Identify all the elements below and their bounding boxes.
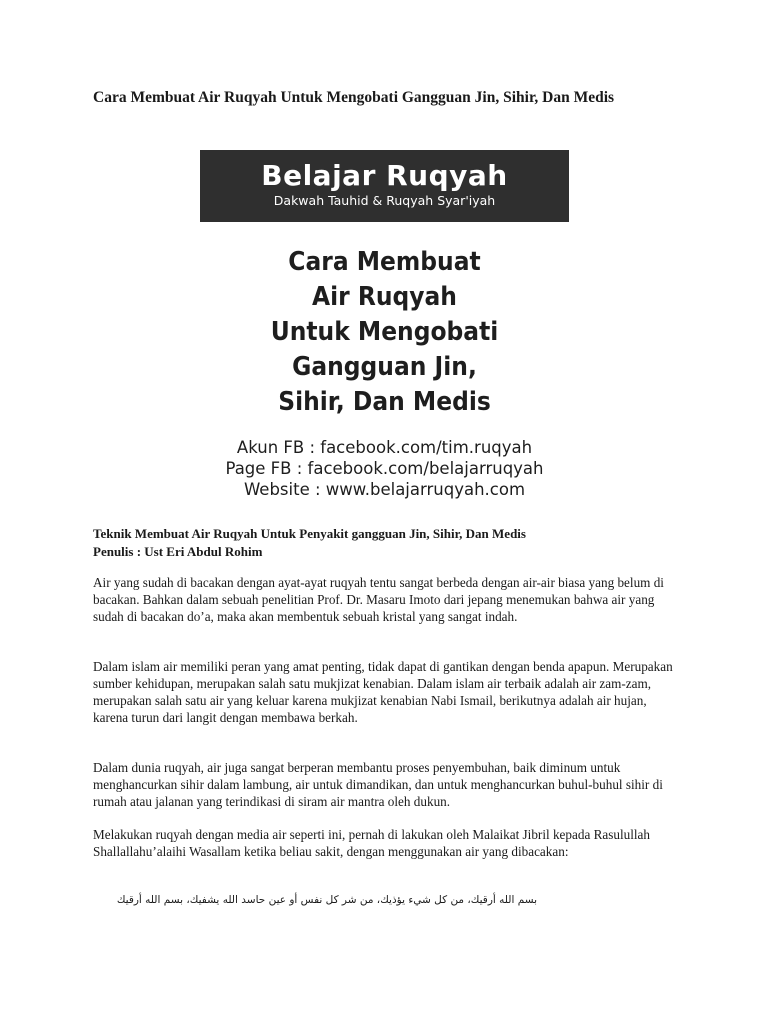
facebook-page-line: Page FB : facebook.com/belajarruqyah [225, 459, 544, 478]
cover-banner [200, 150, 569, 222]
arabic-prayer: بسم الله أرقيك، من كل شيء يؤذيك، من شر كل نفس أو عين حاسد الله يشفيك، بسم الله أرقيك [116, 894, 537, 906]
cover-title-line: Untuk Mengobati [270, 317, 499, 347]
cover-title-line: Cara Membuat [288, 247, 481, 277]
cover-title-line: Sihir, Dan Medis [278, 387, 491, 417]
cover-title-line: Air Ruqyah [312, 282, 457, 312]
article-author: Penulis : Ust Eri Abdul Rohim [93, 544, 263, 559]
cover-contact-info [200, 437, 569, 500]
paragraph: Dalam dunia ruqyah, air juga sangat berperan membantu proses penyembuhan, baik diminum untuk menghancurkan sihir dalam lambung, air untuk dimandikan, dan untuk menghancurkan buhul-buhul sihir di rumah atau jalanan yang terindikasi di siram air mantra oleh dukun. [93, 760, 663, 809]
banner-subtitle: Dakwah Tauhid & Ruqyah Syar'iyah [273, 193, 496, 208]
cover-title [200, 245, 569, 420]
facebook-account-line: Akun FB : facebook.com/tim.ruqyah [236, 438, 533, 457]
article-heading-block [93, 525, 693, 561]
document-title: Cara Membuat Air Ruqyah Untuk Mengobati Gangguan Jin, Sihir, Dan Medis [93, 89, 615, 106]
paragraph: Dalam islam air memiliki peran yang amat penting, tidak dapat di gantikan dengan benda apapun. Merupakan sumber kehidupan, merupakan salah satu mukjizat kenabian. Dalam islam air terbaik adalah air zam-zam, merupakan salah satu air yang keluar karena mukjizat kenabian Nabi Ismail, berikutnya adalah air hujan, karena turun dari langit dengan membawa berkah. [93, 659, 673, 725]
paragraph: Melakukan ruqyah dengan media air seperti ini, pernah di lakukan oleh Malaikat Jibril kepada Rasulullah Shallallahu’alaihi Wasallam ketika beliau sakit, dengan menggunakan air yang dibacakan: [93, 827, 650, 859]
cover-title-line: Gangguan Jin, [292, 352, 477, 382]
website-line: Website : www.belajarruqyah.com [243, 480, 526, 499]
paragraph: Air yang sudah di bacakan dengan ayat-ayat ruqyah tentu sangat berbeda dengan air-air biasa yang belum di bacakan. Bahkan dalam sebuah penelitian Prof. Dr. Masaru Imoto dari jepang menemukan bahwa air yang sudah di bacakan do’a, maka akan membentuk sebuah kristal yang sangat indah. [93, 575, 664, 624]
article-heading: Teknik Membuat Air Ruqyah Untuk Penyakit gangguan Jin, Sihir, Dan Medis [93, 526, 526, 541]
banner-title: Belajar Ruqyah [261, 159, 508, 192]
